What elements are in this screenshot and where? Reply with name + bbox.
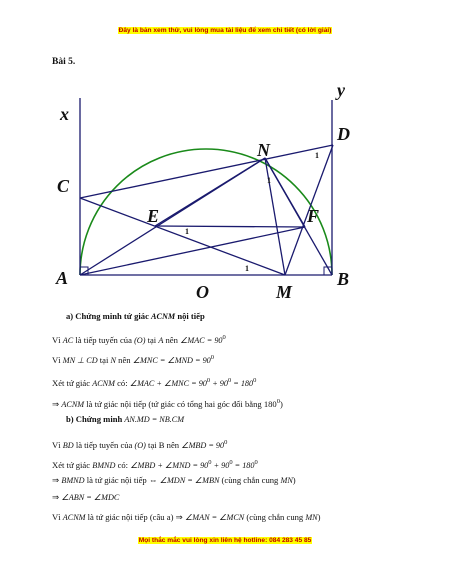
text: Xét tứ giác [52,377,93,388]
text: tại B nên [145,439,182,450]
text: là tứ giác nội tiếp ⇔ [84,475,160,485]
label-m: M [276,282,293,302]
math: ∠MBD = 90 [181,440,225,450]
text: Vì [52,354,63,365]
segment-af [80,227,305,275]
label-a: A [56,268,69,288]
label-x: x [60,104,69,124]
math: ∠MAN = ∠MCN [184,513,245,522]
math: ∠MNC = ∠MND = 90 [132,355,211,365]
superscript: 0 [276,398,280,405]
math: ∠MAC = 90 [180,335,223,345]
text: có: [115,459,131,470]
angle-mark-n: 1 [267,176,271,185]
math: BMND [61,476,85,485]
superscript: 0 [208,459,212,466]
angle-mark-e: 1 [185,227,189,236]
solution-line [52,475,296,486]
superscript: 0 [224,439,228,446]
math: MN [305,513,318,522]
text: nội tiếp [175,311,205,321]
text: (cùng chắn cung [244,512,306,522]
math: ∠MAC + ∠MNC = 90 [129,378,207,388]
math: BD [62,440,74,450]
text: (cùng chắn cung [219,475,281,485]
text: Vì [52,334,63,345]
label-c: C [57,176,70,196]
math: ∠MBD + ∠MND = 90 [130,460,209,470]
label-d: D [337,124,350,144]
text: là tứ giác nội tiếp (tứ giác có tổng hai góc đối bằng [84,398,264,409]
text: ⇒ [52,475,62,485]
text: ⇒ [52,492,62,502]
math: ∠MDN = ∠MBN [159,476,220,485]
math: AN.MD = NB.CM [124,415,185,424]
math: ACNM [61,399,85,409]
problem-title: Bài 5. [52,57,76,67]
solution-line [52,457,258,471]
superscript: 0 [227,377,232,384]
math: + 90 [210,378,228,388]
solution-line [52,492,119,503]
hotline-banner [0,537,450,544]
math: (O) [134,335,146,345]
label-y: y [337,80,345,100]
text: b) Chứng minh [66,414,125,424]
text: ) [317,512,321,522]
solution-line [52,352,214,366]
superscript: 0 [254,459,258,466]
label-f: F [307,206,320,226]
solution-line [52,375,256,389]
text: Xét tứ giác [52,459,93,470]
solution-line [52,396,283,410]
text: là tứ giác nội tiếp (câu a) ⇒ [85,512,185,522]
math: + 90 [211,460,230,470]
hotline-banner-text: Mọi thắc mắc vui lòng xin liên hệ hotline: 084 283 45 85 [138,537,312,544]
text: ) [292,475,296,485]
math: MN [280,476,293,485]
text: nên [116,354,133,365]
solution-line [52,437,227,451]
text: ⇒ [52,398,62,409]
label-e: E [147,206,160,226]
text: ) [279,398,283,409]
math: ACNM [151,312,176,321]
text: là tiếp tuyến của [73,334,135,345]
math: BMND [92,460,116,470]
preview-banner-text: Đây là bản xem thử, vui lòng mua tài liệu để xem chi tiết (có lời giải) [118,27,332,34]
superscript: 0 [210,354,215,361]
label-b: B [337,269,350,289]
math: A [158,335,164,345]
text: tại [97,354,111,365]
text: a) Chứng minh tứ giác [66,311,152,321]
text: tại [145,334,159,345]
solution-line [52,512,321,523]
math: (O) [134,440,146,450]
text: 180 [263,398,277,409]
superscript: 0 [229,459,233,466]
segment-cd [80,145,333,198]
angle-mark-d: 1 [315,151,319,160]
math: MN ⊥ CD [62,355,98,365]
math: = 180 [232,460,255,470]
text: có: [114,377,130,388]
text: nên [163,334,181,345]
solution-line [52,332,226,346]
part-b-heading [66,414,184,425]
superscript: 0 [222,334,226,341]
math: ∠ABN = ∠MDC [61,493,120,502]
superscript: 0 [253,377,257,384]
text: Vì [52,439,63,450]
math: N [110,355,116,365]
label-o: O [196,282,209,302]
label-n: N [257,140,270,160]
math: ACNM [62,513,86,522]
math: ACNM [92,378,115,388]
segment-ef [155,226,305,227]
math: AC [62,335,74,345]
angle-mark-m: 1 [245,264,249,273]
part-a-heading [66,311,205,322]
superscript: 0 [206,377,211,384]
text: Vì [52,512,63,522]
segment-en [155,158,265,226]
math: = 180 [231,378,254,388]
text: là tiếp tuyến của [73,439,135,450]
